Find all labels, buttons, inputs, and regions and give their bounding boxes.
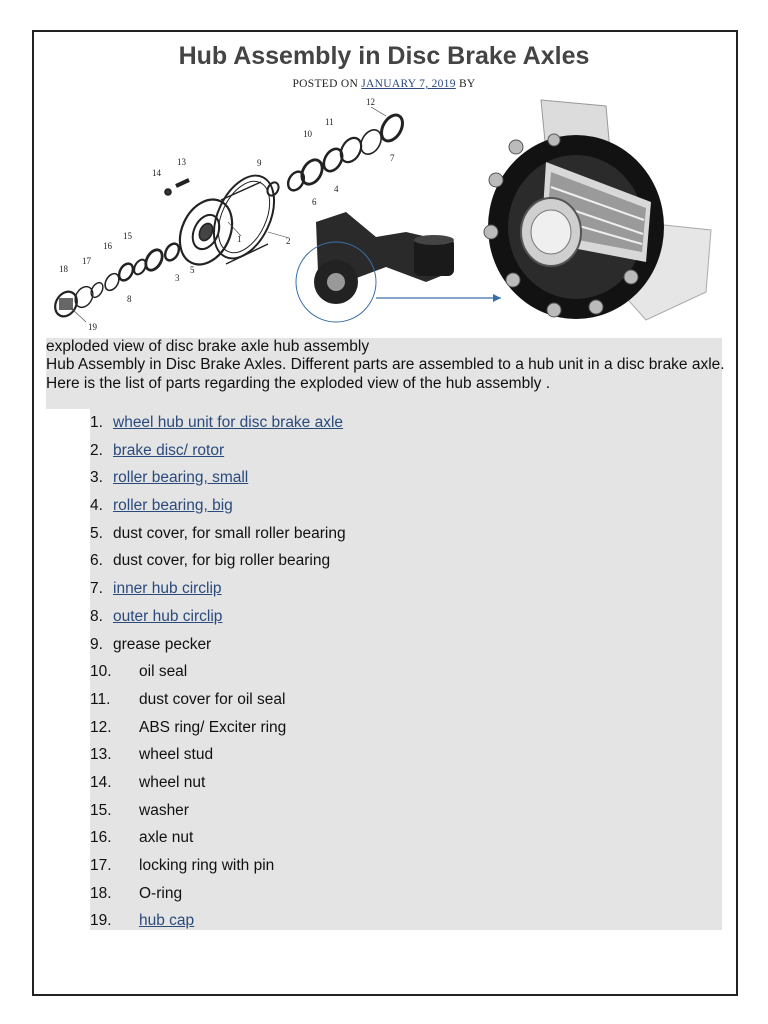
hub-assembly-exploded-view-image [46, 92, 722, 338]
callout-8: 8 [127, 294, 132, 304]
list-number: 12. [90, 718, 112, 736]
part-label: dust cover, for big roller bearing [113, 552, 331, 570]
callout-1: 1 [237, 234, 242, 244]
callout-6: 6 [312, 197, 317, 207]
parts-list-item [90, 464, 722, 492]
callout-17: 17 [82, 256, 91, 266]
list-number: 15. [90, 801, 112, 819]
callout-14: 14 [152, 168, 161, 178]
post-date-link[interactable]: JANUARY 7, 2019 [361, 78, 456, 90]
part-link[interactable]: roller bearing, small [113, 469, 249, 487]
part-label: washer [139, 801, 189, 819]
callout-19: 19 [88, 322, 97, 332]
list-number: 10. [90, 663, 112, 681]
post-meta [0, 78, 768, 90]
list-number: 17. [90, 857, 112, 874]
callout-9: 9 [257, 158, 262, 168]
callout-5: 5 [190, 265, 195, 275]
parts-list-item [90, 603, 722, 631]
part-label: oil seal [139, 663, 188, 681]
part-link[interactable]: hub cap [139, 912, 195, 930]
part-label: dust cover, for small roller bearing [113, 524, 346, 542]
callout-18: 18 [59, 264, 68, 274]
parts-list-item [90, 409, 722, 437]
callout-4: 4 [334, 184, 339, 194]
callout-16: 16 [103, 241, 112, 251]
part-label: O-ring [139, 884, 183, 902]
parts-list-item [90, 631, 722, 659]
callout-7: 7 [390, 153, 395, 163]
callout-11: 11 [325, 117, 334, 127]
parts-list-item [90, 769, 722, 797]
parts-list-item [90, 492, 722, 520]
list-number: 8. [90, 607, 103, 625]
parts-list-item [90, 437, 722, 465]
article-title: Hub Assembly in Disc Brake Axles [178, 42, 590, 70]
part-link[interactable]: wheel hub unit for disc brake axle [113, 414, 344, 431]
parts-list-item [90, 797, 722, 825]
list-number: 18. [90, 884, 112, 902]
parts-list-item [90, 575, 722, 603]
list-number: 19. [90, 912, 112, 930]
list-number: 9. [90, 635, 103, 653]
part-label: axle nut [139, 829, 194, 847]
list-highlight [46, 393, 722, 409]
parts-list-item [90, 880, 722, 908]
callout-2: 2 [286, 236, 291, 246]
meta-prefix: POSTED ON [292, 78, 362, 90]
parts-list-item [90, 852, 722, 880]
list-number: 13. [90, 746, 112, 764]
part-label: dust cover for oil seal [139, 690, 286, 708]
parts-list-item [90, 658, 722, 686]
list-number: 7. [90, 580, 103, 598]
list-number: 6. [90, 552, 103, 570]
parts-list-item [90, 824, 722, 852]
parts-list [90, 409, 722, 935]
parts-list-item [90, 714, 722, 742]
parts-list-item [90, 547, 722, 575]
part-link[interactable]: outer hub circlip [113, 607, 223, 625]
callout-13: 13 [177, 157, 186, 167]
part-label: locking ring with pin [139, 857, 275, 874]
list-number: 4. [90, 497, 103, 515]
parts-list-item [90, 741, 722, 769]
figure-caption: exploded view of disc brake axle hub assembly [46, 338, 370, 355]
part-label: grease pecker [113, 635, 212, 653]
intro-paragraph: Hub Assembly in Disc Brake Axles. Different parts are assembled to a hub unit in a disc brake axle. Here is the list of parts regarding the exploded view of the hub assembly . [46, 356, 725, 392]
part-link[interactable]: roller bearing, big [113, 497, 233, 515]
meta-suffix: BY [455, 78, 476, 90]
callout-3: 3 [175, 273, 180, 283]
parts-list-item [90, 686, 722, 714]
list-number: 1. [90, 414, 103, 431]
parts-list-item [90, 907, 722, 935]
part-label: wheel nut [139, 773, 206, 791]
part-link[interactable]: inner hub circlip [113, 580, 222, 598]
parts-list-item [90, 520, 722, 548]
callout-15: 15 [123, 231, 132, 241]
list-number: 5. [90, 524, 103, 542]
part-label: wheel stud [139, 746, 214, 764]
list-number: 3. [90, 469, 103, 487]
list-number: 14. [90, 773, 112, 791]
list-number: 2. [90, 441, 103, 459]
callout-12: 12 [366, 97, 375, 107]
part-label: ABS ring/ Exciter ring [139, 718, 287, 736]
list-number: 16. [90, 829, 112, 847]
list-number: 11. [90, 690, 111, 708]
part-link[interactable]: brake disc/ rotor [113, 441, 225, 459]
callout-10: 10 [303, 129, 312, 139]
